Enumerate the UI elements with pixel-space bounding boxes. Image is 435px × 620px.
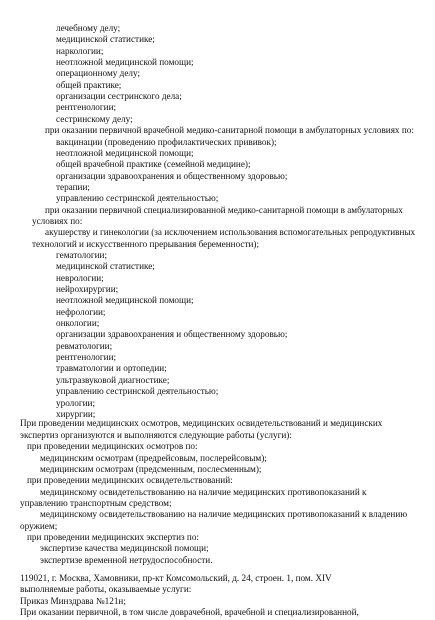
text-line: экспертизе временной нетрудоспособности. <box>40 554 213 565</box>
text-line: нефрологии; <box>56 306 106 317</box>
text-line: выполняемые работы, оказываемые услуги: <box>20 584 192 595</box>
text-line: общей врачебной практике (семейной медицине); <box>56 159 251 170</box>
text-line: экспертизе качества медицинской помощи; <box>40 543 209 554</box>
text-line: рентгенологии; <box>56 102 117 113</box>
text-line: при проведении медицинских экспертиз по: <box>27 531 199 542</box>
text-line: вакцинации (проведению профилактических прививок); <box>56 136 277 147</box>
text-line: Приказ Минздрава №121н; <box>20 595 126 606</box>
text-line: медицинской статистике; <box>56 34 155 45</box>
text-line: При проведении медицинских осмотров, медицинских освидетельствований и медицинских <box>20 418 383 429</box>
text-line: ревматологии; <box>56 340 113 351</box>
text-line: медицинской статистике; <box>56 261 155 272</box>
text-line: онкологии; <box>56 318 100 329</box>
text-line: управлению транспортным средством; <box>20 497 172 508</box>
text-line: 119021, г. Москва, Хамовники, пр-кт Комсомольский, д. 24, строен. 1, пом. XIV <box>20 573 332 583</box>
text-line: нейрохирургии; <box>56 284 119 294</box>
text-line: организации здравоохранения и общественному здоровью; <box>56 329 288 340</box>
text-line: наркологии; <box>56 45 104 56</box>
text-line: медицинскому освидетельствованию на наличие медицинских противопоказаний к владению <box>40 509 408 520</box>
text-line: хирургии; <box>56 408 96 419</box>
text-line: организации сестринского дела; <box>56 91 182 102</box>
text-line: при проведении медицинских осмотров по: <box>27 441 198 452</box>
text-line: рентгенологии; <box>56 352 117 363</box>
text-line: условиях по: <box>32 215 83 226</box>
text-line: медицинским осмотрам (предсменным, послесменным); <box>40 463 262 474</box>
text-line: при проведении медицинских освидетельствований: <box>27 475 233 486</box>
text-line: неотложной медицинской помощи; <box>56 57 194 67</box>
text-line: медицинским осмотрам (предрейсовым, послерейсовым); <box>40 452 267 463</box>
text-line: При оказании первичной, в том числе доврачебной, врачебной и специализированной, <box>20 607 359 617</box>
text-line: управлению сестринской деятельностью; <box>56 193 219 204</box>
text-line: при оказании первичной врачебной медико-санитарной помощи в амбулаторных условиях по: <box>45 125 414 136</box>
text-line: оружием; <box>20 520 58 531</box>
text-line: операционному делу; <box>56 68 141 79</box>
text-line: терапии; <box>56 181 90 192</box>
text-line: технологий и искусственного прерывания беременности); <box>32 238 260 249</box>
text-line: управлению сестринской деятельностью; <box>56 386 219 397</box>
text-line: неврологии; <box>56 272 104 283</box>
text-line: неотложной медицинской помощи; <box>56 295 194 306</box>
text-line: неотложной медицинской помощи; <box>56 147 194 158</box>
text-line: организации здравоохранения и общественному здоровью; <box>56 170 288 181</box>
text-line: общей практике; <box>56 79 122 90</box>
text-line: медицинскому освидетельствованию на наличие медицинских противопоказаний к <box>40 486 367 497</box>
text-line: урологии; <box>56 397 95 408</box>
text-line: сестринскому делу; <box>56 113 133 124</box>
text-line: при оказании первичной специализированной медико-санитарной помощи в амбулаторных <box>45 204 403 215</box>
text-line: экспертиз организуются и выполняются следующие работы (услуги): <box>20 429 292 440</box>
text-line: гематологии; <box>56 250 108 260</box>
text-line: травматологии и ортопедии; <box>56 363 167 374</box>
text-line: акушерству и гинекологии (за исключением использования вспомогательных репродуктивных <box>45 227 416 238</box>
text-line: лечебному делу; <box>56 23 121 33</box>
text-line: ультразвуковой диагностике; <box>56 374 170 385</box>
